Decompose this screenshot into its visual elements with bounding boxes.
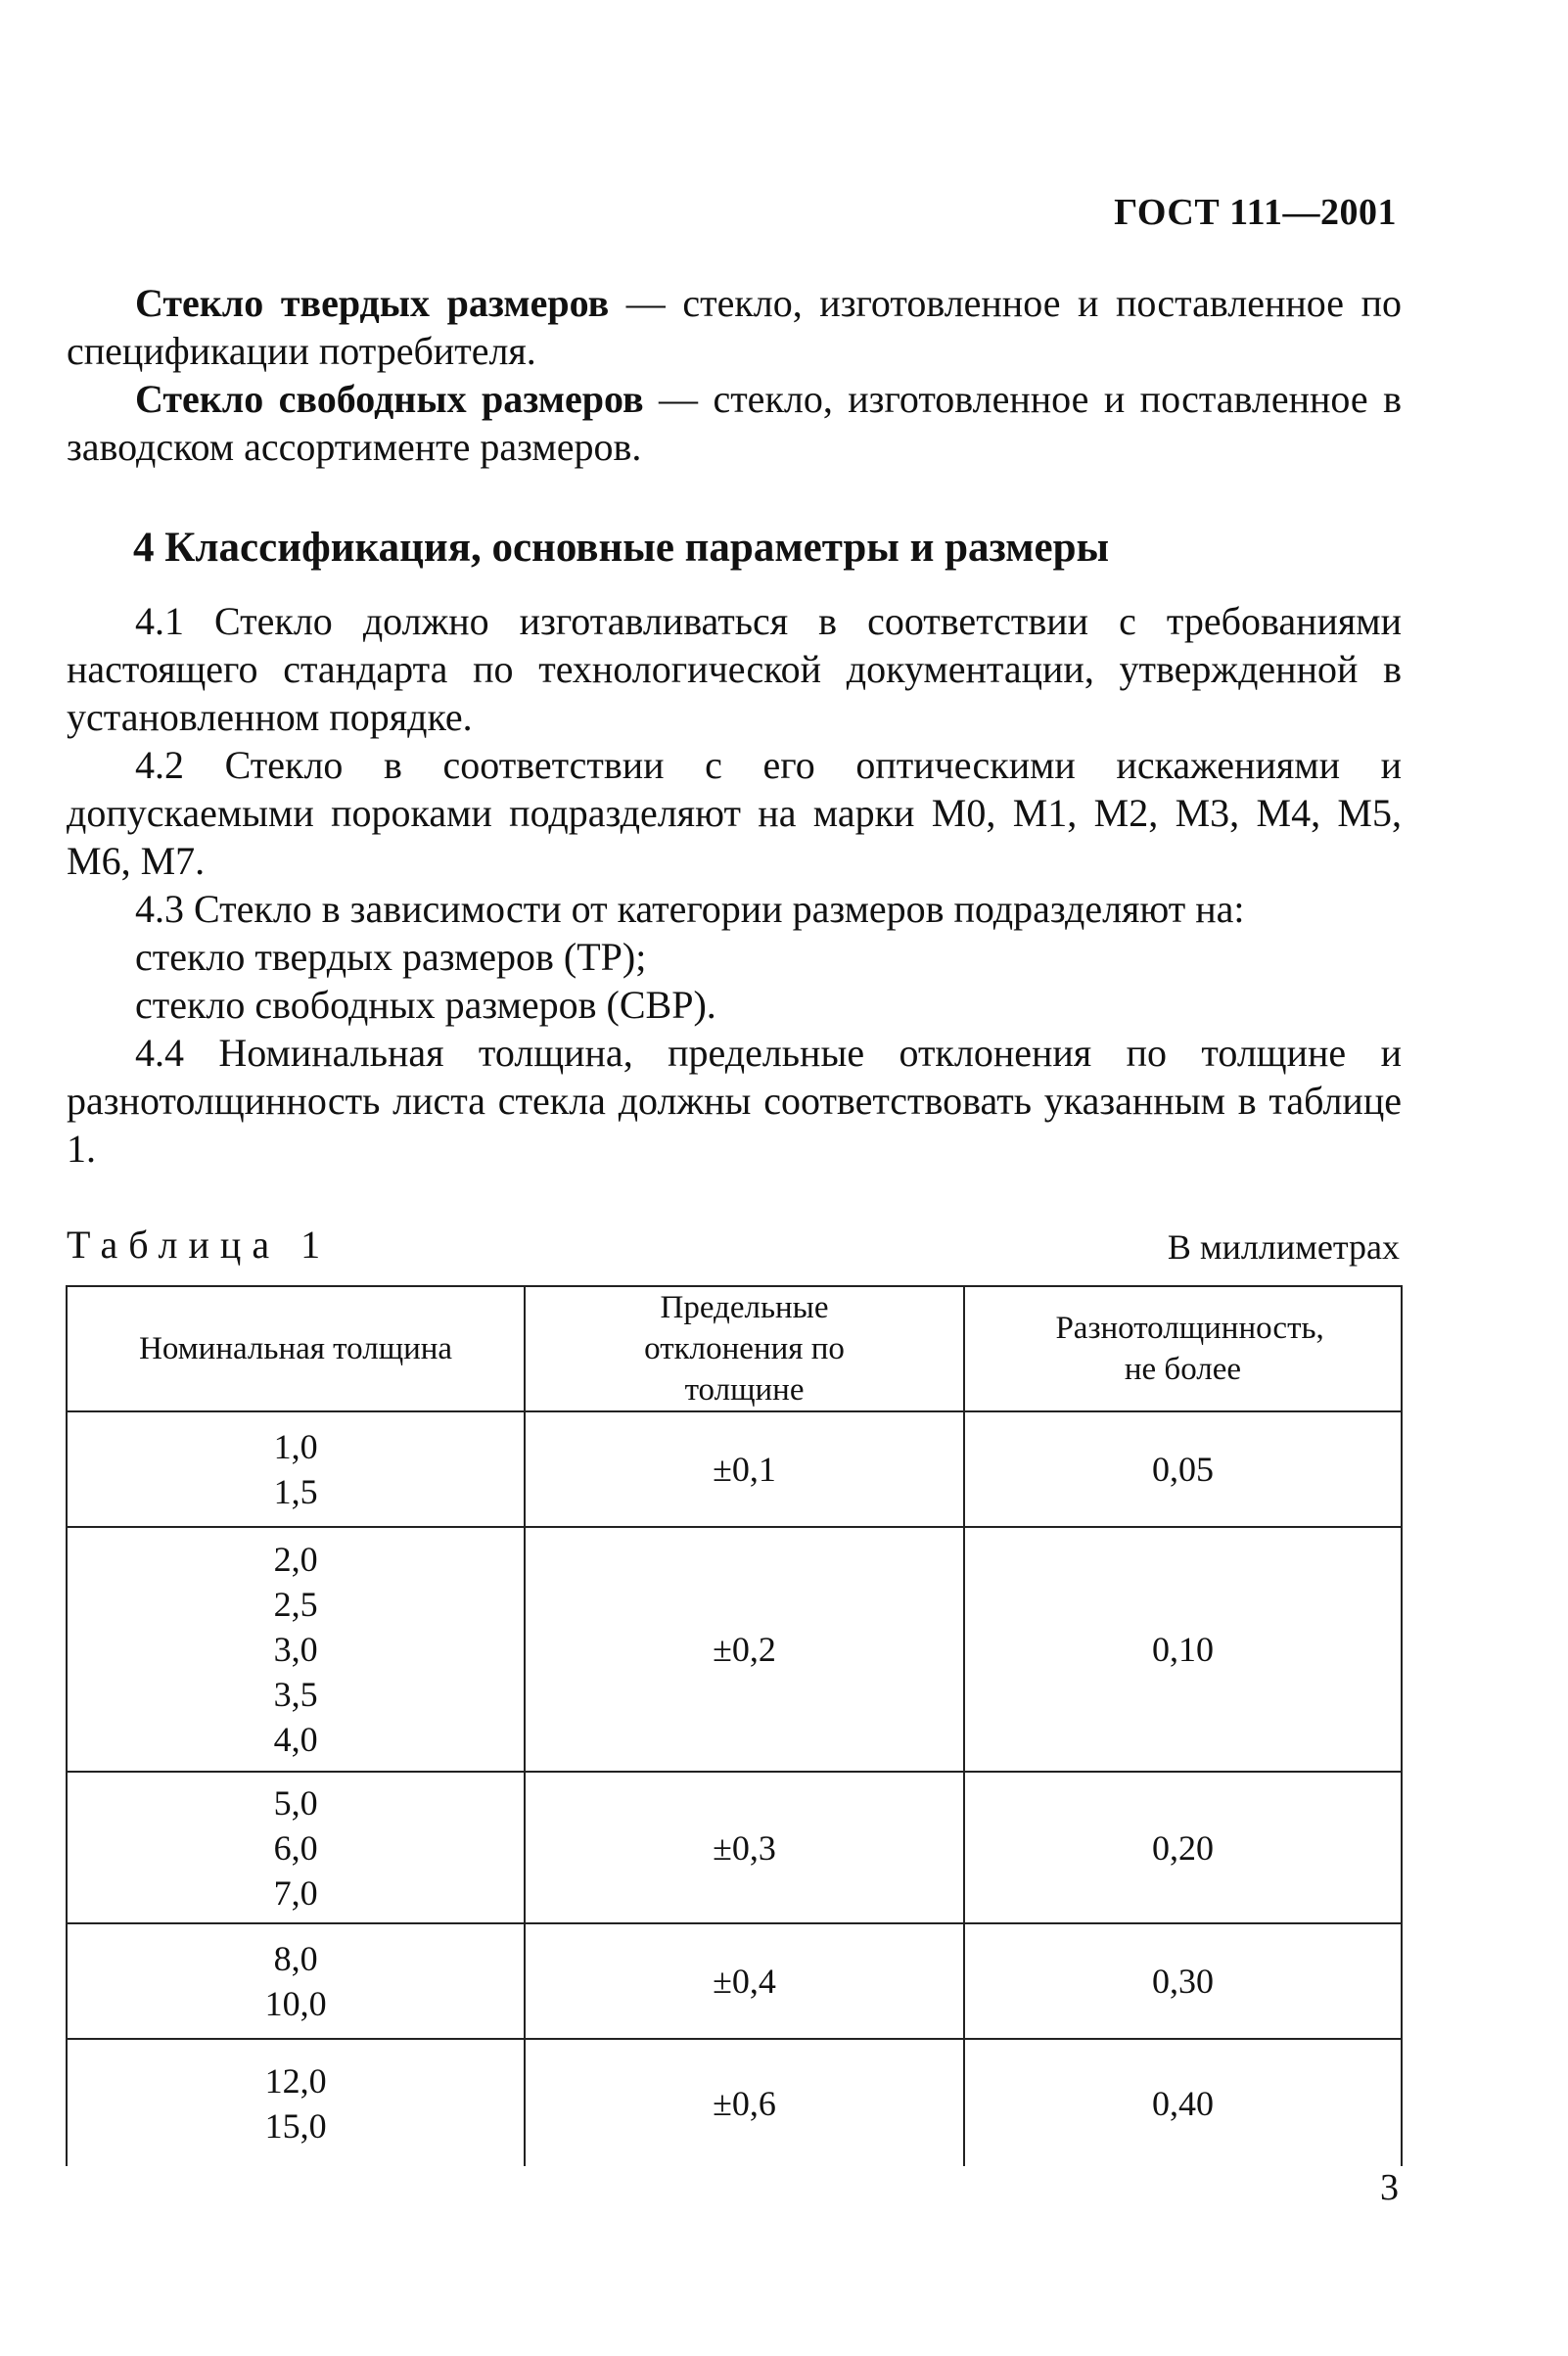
table-units: В миллиметрах	[1167, 1227, 1400, 1267]
clause-paragraph: 4.2 Стекло в соответствии с его оптическими искажениями и допускаемыми пороками подразделяют на марки М0, М1, М2, М3, М4, М5, М6, М7.	[67, 743, 1402, 883]
deviation-cell: ±0,6	[525, 2039, 964, 2166]
clause-list-item: стекло твердых размеров (ТР);	[135, 935, 647, 979]
table-caption: Таблица 1	[67, 1223, 332, 1267]
definition-term: Стекло свободных размеров	[135, 377, 644, 421]
table-row	[67, 2039, 1402, 2166]
variation-cell: 0,10	[964, 1527, 1402, 1772]
clause-paragraph: 4.3 Стекло в зависимости от категории размеров подразделяют на:	[135, 887, 1245, 931]
column-header	[964, 1286, 1402, 1411]
deviation-cell: ±0,2	[525, 1527, 964, 1772]
column-header-text: Разнотолщинность, не более	[1055, 1311, 1324, 1387]
table-row	[67, 1527, 1402, 1772]
thickness-value: 5,0	[273, 1782, 318, 1823]
thickness-cell	[67, 2039, 525, 2166]
thickness-value: 6,0	[273, 1827, 318, 1868]
table-header-row	[67, 1286, 1402, 1411]
definitions-block	[67, 279, 1402, 471]
thickness-value: 1,5	[273, 1472, 318, 1511]
table-row	[67, 1923, 1402, 2039]
column-header	[525, 1286, 964, 1411]
deviation-cell: ±0,1	[525, 1411, 964, 1527]
deviation-cell: ±0,3	[525, 1772, 964, 1923]
thickness-value: 10,0	[264, 1984, 327, 2023]
standard-header: ГОСТ 111—2001	[1114, 192, 1397, 233]
definition-text: — стекло, изготовленное и поставленное в заводском ассортименте размеров.	[67, 377, 1402, 469]
column-header-text: Предельные отклонения по толщине	[644, 1290, 845, 1408]
thickness-value: 7,0	[273, 1872, 318, 1913]
thickness-value: 2,0	[273, 1540, 318, 1579]
variation-cell: 0,30	[964, 1923, 1402, 2039]
variation-cell: 0,20	[964, 1772, 1402, 1923]
thickness-value: 12,0	[264, 2060, 327, 2101]
thickness-value: 2,5	[273, 1585, 318, 1624]
variation-cell: 0,05	[964, 1411, 1402, 1527]
clause-paragraph: 4.4 Номинальная толщина, предельные отклонения по толщине и разнотолщинность листа стекла должны соответствовать указанным в таблице 1.	[67, 1031, 1402, 1171]
thickness-cell	[67, 1772, 525, 1923]
definition-paragraph	[67, 279, 1402, 375]
table-row	[67, 1411, 1402, 1527]
clauses-block	[67, 597, 1402, 1173]
page-number: 3	[1380, 2167, 1399, 2208]
clause-paragraph: 4.1 Стекло должно изготавливаться в соответствии с требованиями настоящего стандарта по технологической документации, утвержденной в установленном порядке.	[67, 599, 1402, 739]
deviation-cell: ±0,4	[525, 1923, 964, 2039]
table-row	[67, 1772, 1402, 1923]
definition-paragraph	[67, 375, 1402, 471]
thickness-value: 8,0	[273, 1939, 318, 1978]
thickness-cell	[67, 1411, 525, 1527]
column-header: Номинальная толщина	[67, 1286, 525, 1411]
definition-term: Стекло твердых размеров	[135, 281, 610, 325]
thickness-table	[66, 1285, 1403, 2166]
definition-text: — стекло, изготовленное и поставленное по спецификации потребителя.	[67, 281, 1402, 373]
thickness-value: 3,5	[273, 1675, 318, 1714]
thickness-value: 4,0	[273, 1720, 318, 1759]
thickness-cell	[67, 1923, 525, 2039]
section-heading: 4 Классификация, основные параметры и размеры	[133, 525, 1110, 571]
variation-cell: 0,40	[964, 2039, 1402, 2166]
thickness-cell	[67, 1527, 525, 1772]
thickness-value: 1,0	[273, 1427, 318, 1466]
clause-list-item: стекло свободных размеров (СВР).	[135, 983, 716, 1027]
thickness-value: 3,0	[273, 1630, 318, 1669]
thickness-value: 15,0	[264, 2105, 327, 2146]
